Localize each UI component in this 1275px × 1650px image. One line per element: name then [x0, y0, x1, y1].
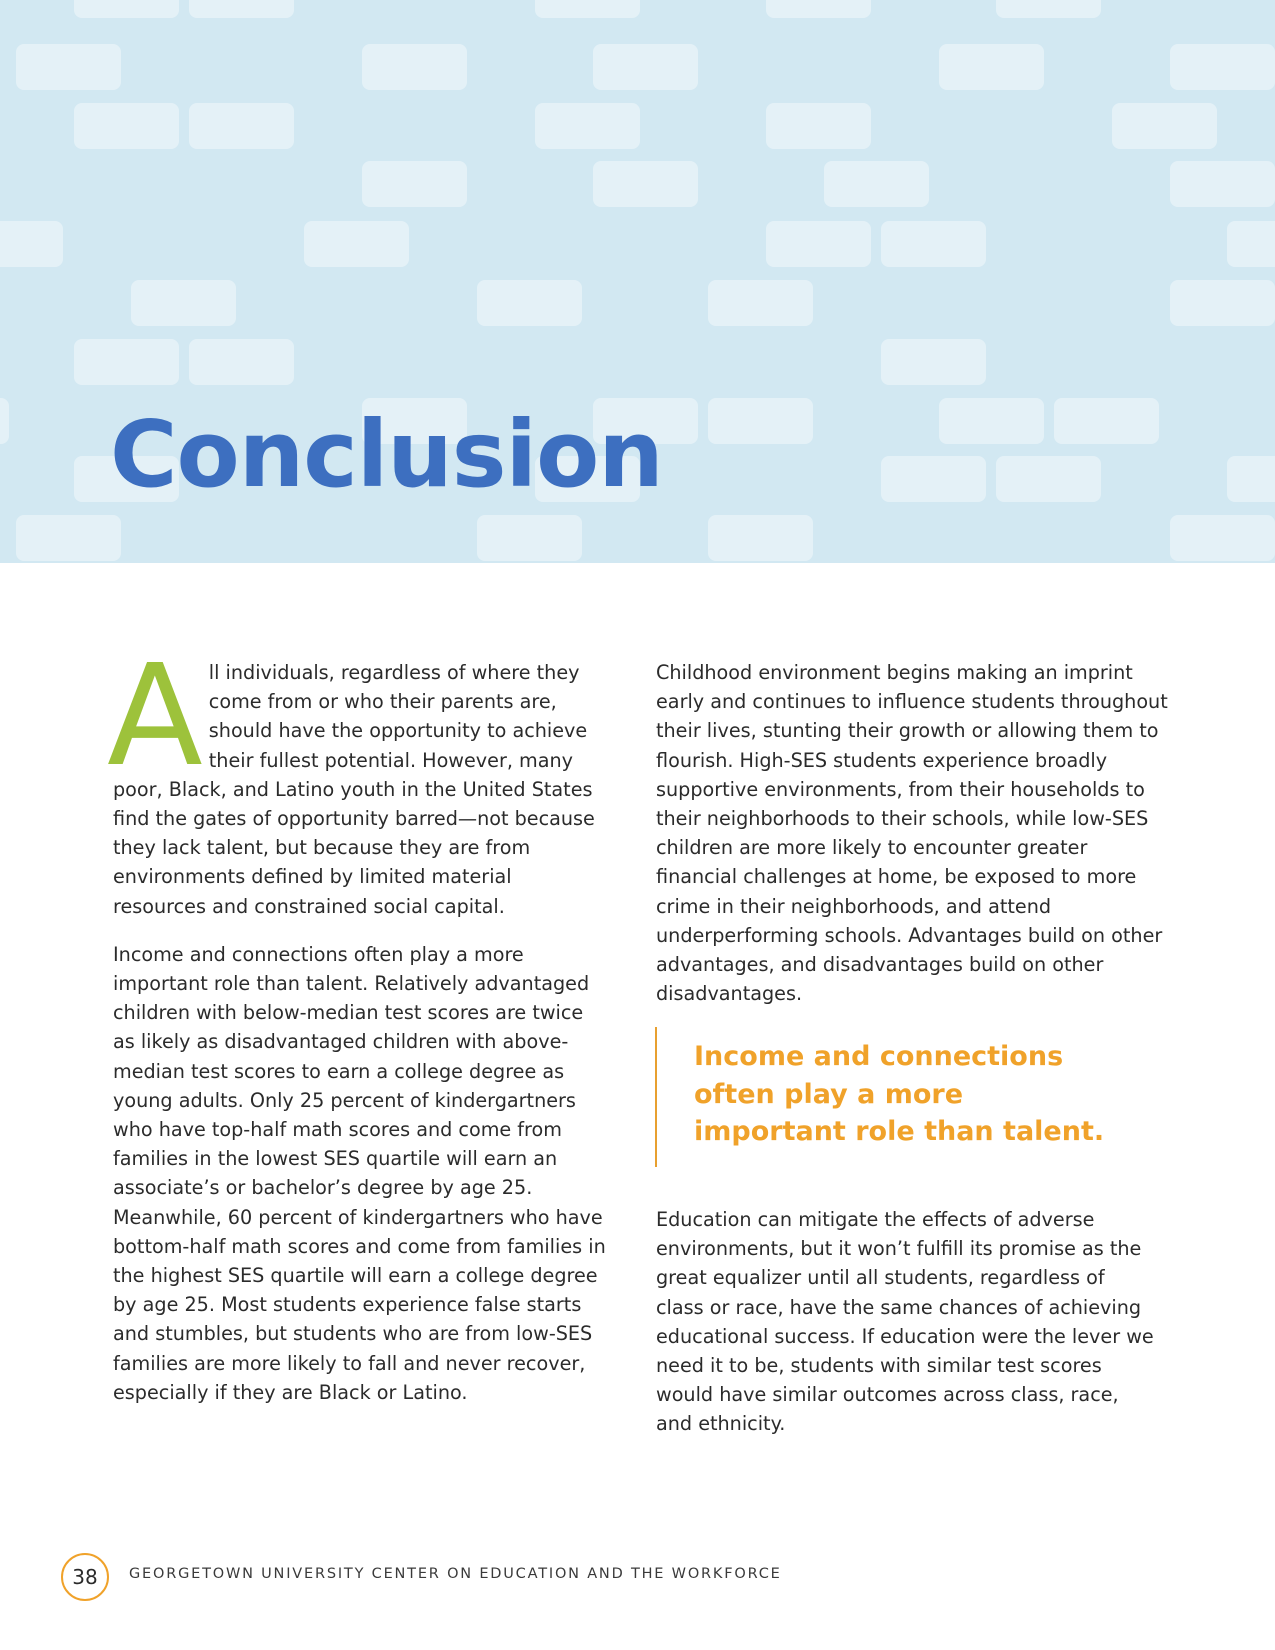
right-column: [656, 658, 1168, 1008]
decorative-brick: [996, 456, 1101, 502]
decorative-brick: [16, 44, 121, 90]
decorative-brick: [881, 339, 986, 385]
left-column: [107, 635, 609, 1407]
decorative-brick: [131, 280, 236, 326]
decorative-brick: [1054, 398, 1159, 444]
body-paragraph: Education can mitigate the effects of adverse environments, but it won’t fulfill its promise as the great equalizer until all students, regardless of class or race, have the same chances of achieving educational success. If education were the lever we need it to be, students with similar test scores would have similar outcomes across class, race, and ethnicity.: [656, 1208, 1154, 1436]
right-column-lower: [656, 1205, 1156, 1439]
decorative-brick: [74, 0, 179, 18]
decorative-brick: [708, 398, 813, 444]
pull-quote-text: Income and connections often play a more important role than talent.: [694, 1041, 1105, 1147]
decorative-brick: [1112, 103, 1217, 149]
decorative-brick: [766, 0, 871, 18]
decorative-brick: [593, 44, 698, 90]
intro-paragraph-text: ll individuals, regardless of where they come from or who their parents are, should have the opportunity to achieve their fullest potential. However, many poor, Black, and Latino youth in the United States find the gates of opportunity barred—not because they lack talent, but because they are from environments defined by limited material resources and constrained social capital.: [113, 661, 595, 918]
decorative-brick: [881, 221, 986, 267]
footer-org-name: GEORGETOWN UNIVERSITY CENTER ON EDUCATION AND THE WORKFORCE: [129, 1566, 782, 1582]
decorative-brick: [189, 0, 294, 18]
decorative-brick: [189, 103, 294, 149]
drop-cap: A: [107, 635, 203, 798]
decorative-brick: [535, 0, 640, 18]
decorative-brick: [74, 103, 179, 149]
decorative-brick: [708, 515, 813, 561]
decorative-brick: [1170, 44, 1275, 90]
decorative-brick: [304, 221, 409, 267]
intro-paragraph: [107, 635, 609, 921]
decorative-brick: [766, 221, 871, 267]
page-number: 38: [61, 1553, 109, 1601]
decorative-brick: [477, 280, 582, 326]
decorative-brick: [362, 44, 467, 90]
decorative-brick: [535, 103, 640, 149]
page-title: Conclusion: [110, 401, 663, 508]
body-paragraph: Income and connections often play a more important role than talent. Relatively advantaged children with below-median test scores are twice as likely as disadvantaged children with above-median test scores to earn a college degree as young adults. Only 25 percent of kindergartners who have top-half math scores and come from families in the lowest SES quartile will earn an associate’s or bachelor’s degree by age 25. Meanwhile, 60 percent of kindergartners who have bottom-half math scores and come from families in the highest SES quartile will earn a college degree by age 25. Most students experience false starts and stumbles, but students who are from low-SES families are more likely to fall and never recover, especially if they are Black or Latino.: [113, 942, 606, 1404]
pull-quote: [655, 1027, 1117, 1167]
decorative-brick: [477, 515, 582, 561]
decorative-brick: [0, 221, 63, 267]
decorative-brick: [939, 398, 1044, 444]
header-banner: [0, 0, 1275, 563]
decorative-brick: [0, 398, 9, 444]
decorative-brick: [593, 161, 698, 207]
decorative-brick: [74, 339, 179, 385]
decorative-brick: [708, 280, 813, 326]
body-paragraph: Childhood environment begins making an imprint early and continues to influence students throughout their lives, stunting their growth or allowing them to flourish. High-SES students experience broadly supportive environments, from their households to their neighborhoods to their schools, while low-SES children are more likely to encounter greater financial challenges at home, be exposed to more crime in their neighborhoods, and attend underperforming schools. Advantages build on other advantages, and disadvantages build on other disadvantages.: [656, 661, 1168, 1006]
decorative-brick: [16, 515, 121, 561]
decorative-brick: [1227, 221, 1275, 267]
decorative-brick: [362, 161, 467, 207]
decorative-brick: [824, 161, 929, 207]
decorative-brick: [1170, 280, 1275, 326]
decorative-brick: [996, 0, 1101, 18]
decorative-brick: [1170, 515, 1275, 561]
decorative-brick: [189, 339, 294, 385]
decorative-brick: [881, 456, 986, 502]
decorative-brick: [1170, 161, 1275, 207]
decorative-brick: [939, 44, 1044, 90]
decorative-brick: [766, 103, 871, 149]
decorative-brick: [1227, 456, 1275, 502]
